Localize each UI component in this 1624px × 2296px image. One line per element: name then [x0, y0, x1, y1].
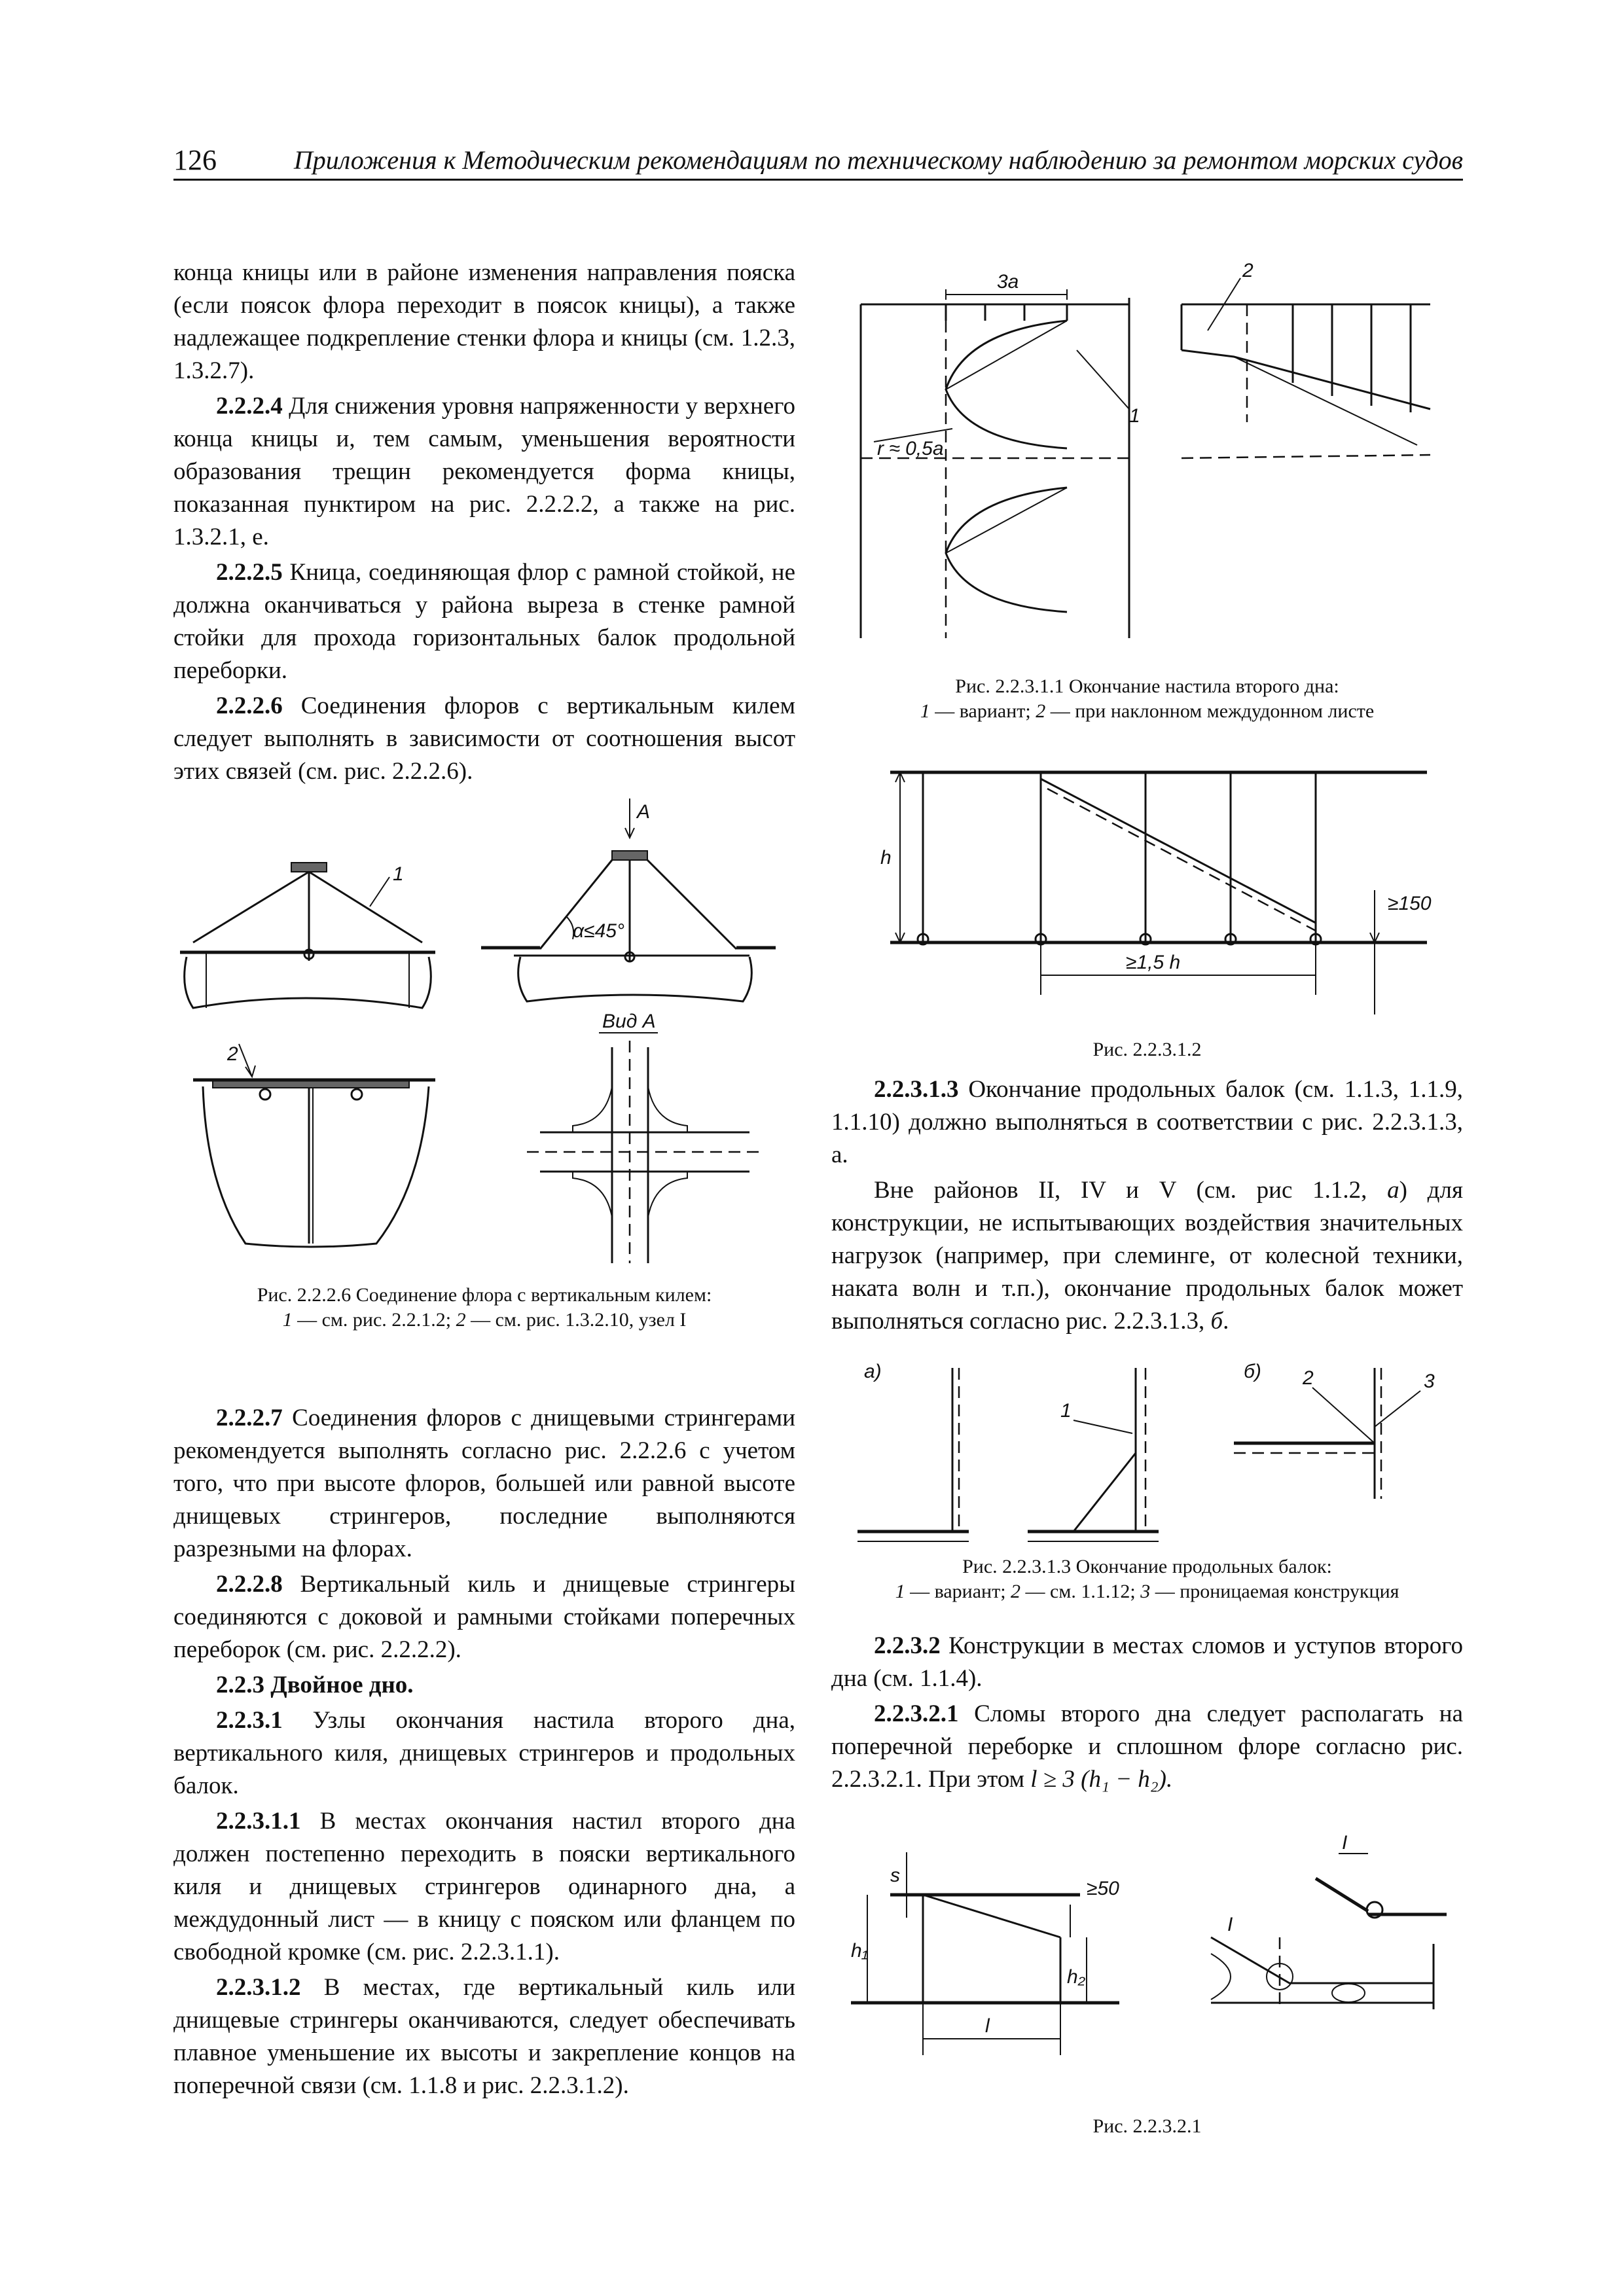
figure-second-bottom-end — [854, 259, 1443, 651]
figure-second-bottom-knuckle — [844, 1833, 1453, 2108]
label-3: 3 — [1424, 1371, 1435, 1392]
fig-view-A — [527, 1041, 763, 1263]
label-I-view: I — [1342, 1832, 1348, 1854]
caption-fig-2-2-3-1-3: Рис. 2.2.3.1.3 Окончание продольных балок: 1 — вариант; 2 — см. 1.1.12; 3 — проницаемая конструкция — [895, 1556, 1399, 1602]
label-view-A: Вид A — [602, 1011, 656, 1032]
paragraph: 2.2.3.1.3 Окончание продольных балок (см. 1.1.3, 1.1.9, 1.1.10) должно выполняться в соответствии с рис. 2.2.3.1.3, а. — [831, 1076, 1463, 1168]
paragraph: 2.2.3.2 Конструкции в местах сломов и уступов второго дна (см. 1.1.4). — [831, 1632, 1464, 1692]
caption-fig-2-2-3-2-1: Рис. 2.2.3.2.1 — [1092, 2115, 1202, 2137]
label-I: I — [1227, 1914, 1233, 1935]
caption-fig-2-2-2-6: Рис. 2.2.2.6 Соединение флора с вертикальным килем: 1 — см. рис. 2.2.1.2; 2 — см. рис. 1.3.2.10, узел I — [257, 1284, 712, 1331]
right-column-top — [831, 1073, 1463, 1340]
label-l: l — [985, 2015, 990, 2037]
fig-variant-1 — [861, 271, 1140, 638]
paragraph: 2.2.2.6 Соединения флоров с вертикальным килем следует выполнять в зависимости от соотношения высот этих связей (см. рис. 2.2.2.6). — [173, 692, 795, 785]
label-A: A — [637, 801, 651, 823]
left-column-bottom — [173, 1402, 795, 2105]
paragraph: 2.2.2.5 Кница, соединяющая флор с рамной стойкой, не должна оканчиваться у района выреза в стенке рамной стойки для прохода горизонтальных балок продольной переборки. — [173, 559, 796, 684]
label-1: 1 — [1129, 405, 1140, 427]
page-number: 126 — [173, 144, 217, 176]
label-h1: h₁ — [851, 1940, 869, 1962]
figure-keel-height-reduction — [877, 759, 1440, 1034]
label-2: 2 — [1242, 260, 1254, 281]
paragraph: 2.2.3.1.1 В местах окончания настил второго дна должен постепенно переходить в пояски вертикального киля и днищевых стрингеров одинарного дна, а междудонный лист — в кницу с пояском или фланцем по свободной кромке (см. рис. 2.2.3.1.1). — [173, 1808, 795, 1965]
figure-longitudinal-end — [851, 1355, 1453, 1551]
caption-fig-2-2-3-1-1: Рис. 2.2.3.1.1 Окончание настила второго дна: 1 — вариант; 2 — при наклонном междудонном листе — [920, 675, 1375, 722]
fig-floor-view-2 — [481, 798, 776, 1033]
label-3a: 3a — [997, 271, 1019, 293]
paragraph: 2.2.3.2.1 Сломы второго дна следует располагать на поперечной переборке и сплошном флоре согласно рис. 2.2.3.2.1. При этом l ≥ 3 (h₁ − h₂). — [831, 1700, 1463, 1793]
paragraph: 2.2.2.8 Вертикальный киль и днищевые стрингеры соединяются с доковой и рамными стойками поперечных переборок (см. рис. 2.2.2.2). — [173, 1571, 795, 1663]
label-1: 1 — [1060, 1400, 1072, 1422]
label-2: 2 — [227, 1043, 238, 1065]
right-column-bottom — [831, 1630, 1463, 1799]
paragraph: 2.2.2.4 Для снижения уровня напряженности у верхнего конца кницы и, тем самым, уменьшения вероятности образования трещин рекомендуется форма кницы, показанная пунктиром на рис. 2.2.2.2, а также на рис. 1.3.2.1, е. — [173, 393, 796, 550]
fig-variant-2 — [1182, 260, 1430, 458]
fig-variant-b — [1234, 1361, 1435, 1499]
section-heading: 2.2.3 Двойное дно. — [216, 1672, 414, 1698]
page-header — [173, 141, 1463, 181]
fig-variant-a — [857, 1361, 1159, 1541]
label-2: 2 — [1303, 1367, 1314, 1389]
running-title: Приложения к Методическим рекомендациям по техническому наблюдению за ремонтом морских судов — [293, 145, 1463, 175]
paragraph: 2.2.3.1.2 В местах, где вертикальный киль или днищевые стрингеры оканчиваются, следует обеспечивать плавное уменьшение их высоты и закрепление концов на поперечной связи (см. 1.1.8 и рис. 2.2.3.1.2). — [173, 1974, 795, 2099]
figure-floor-keel-connection — [173, 792, 795, 1263]
paragraph: 2.2.3.1 Узлы окончания настила второго дна, вертикального киля, днищевых стрингеров и продольных балок. — [173, 1707, 795, 1799]
left-column-top — [173, 257, 795, 791]
label-50: ≥50 — [1087, 1878, 1119, 1899]
label-150: ≥150 — [1388, 893, 1432, 914]
label-1: 1 — [393, 863, 404, 885]
label-1-5h: ≥1,5 h — [1126, 952, 1181, 973]
label-h2: h₂ — [1067, 1966, 1086, 1988]
label-a: а) — [864, 1361, 882, 1382]
paragraph: Вне районов II, IV и V (см. рис 1.1.2, а) для конструкции, не испытывающих воздействия значительных нагрузок (например, при слеминге, от колесной техники, наката волн и т.п.), окончание продольных балок может выполняться согласно рис. 2.2.3.1.3, б. — [831, 1177, 1463, 1335]
caption-fig-2-2-3-1-2: Рис. 2.2.3.1.2 — [1092, 1039, 1202, 1060]
label-angle: α≤45° — [573, 920, 624, 942]
paragraph: конца кницы или в районе изменения направления пояска (если поясок флора переходит в поясок кницы), а также надлежащее подкрепление стенки флора и кницы (см. 1.2.3, 1.3.2.7). — [173, 259, 795, 384]
label-s: s — [890, 1865, 900, 1886]
paragraph: 2.2.2.7 Соединения флоров с днищевыми стрингерами рекомендуется выполнять согласно рис. 2.2.2.6 с учетом того, что при высоте флоров, большей или равной высоте днищевых стрингеров, последние выполняются разрезными на флорах. — [173, 1405, 795, 1562]
label-r: r ≈ 0,5a — [877, 438, 944, 459]
label-b: б) — [1244, 1361, 1261, 1382]
fig-knuckle-profile — [851, 1852, 1119, 2055]
fig-floor-section — [193, 1043, 435, 1247]
label-h: h — [880, 847, 892, 869]
fig-floor-view-1 — [180, 863, 435, 1008]
fig-knuckle-detail — [1211, 1832, 1447, 2009]
